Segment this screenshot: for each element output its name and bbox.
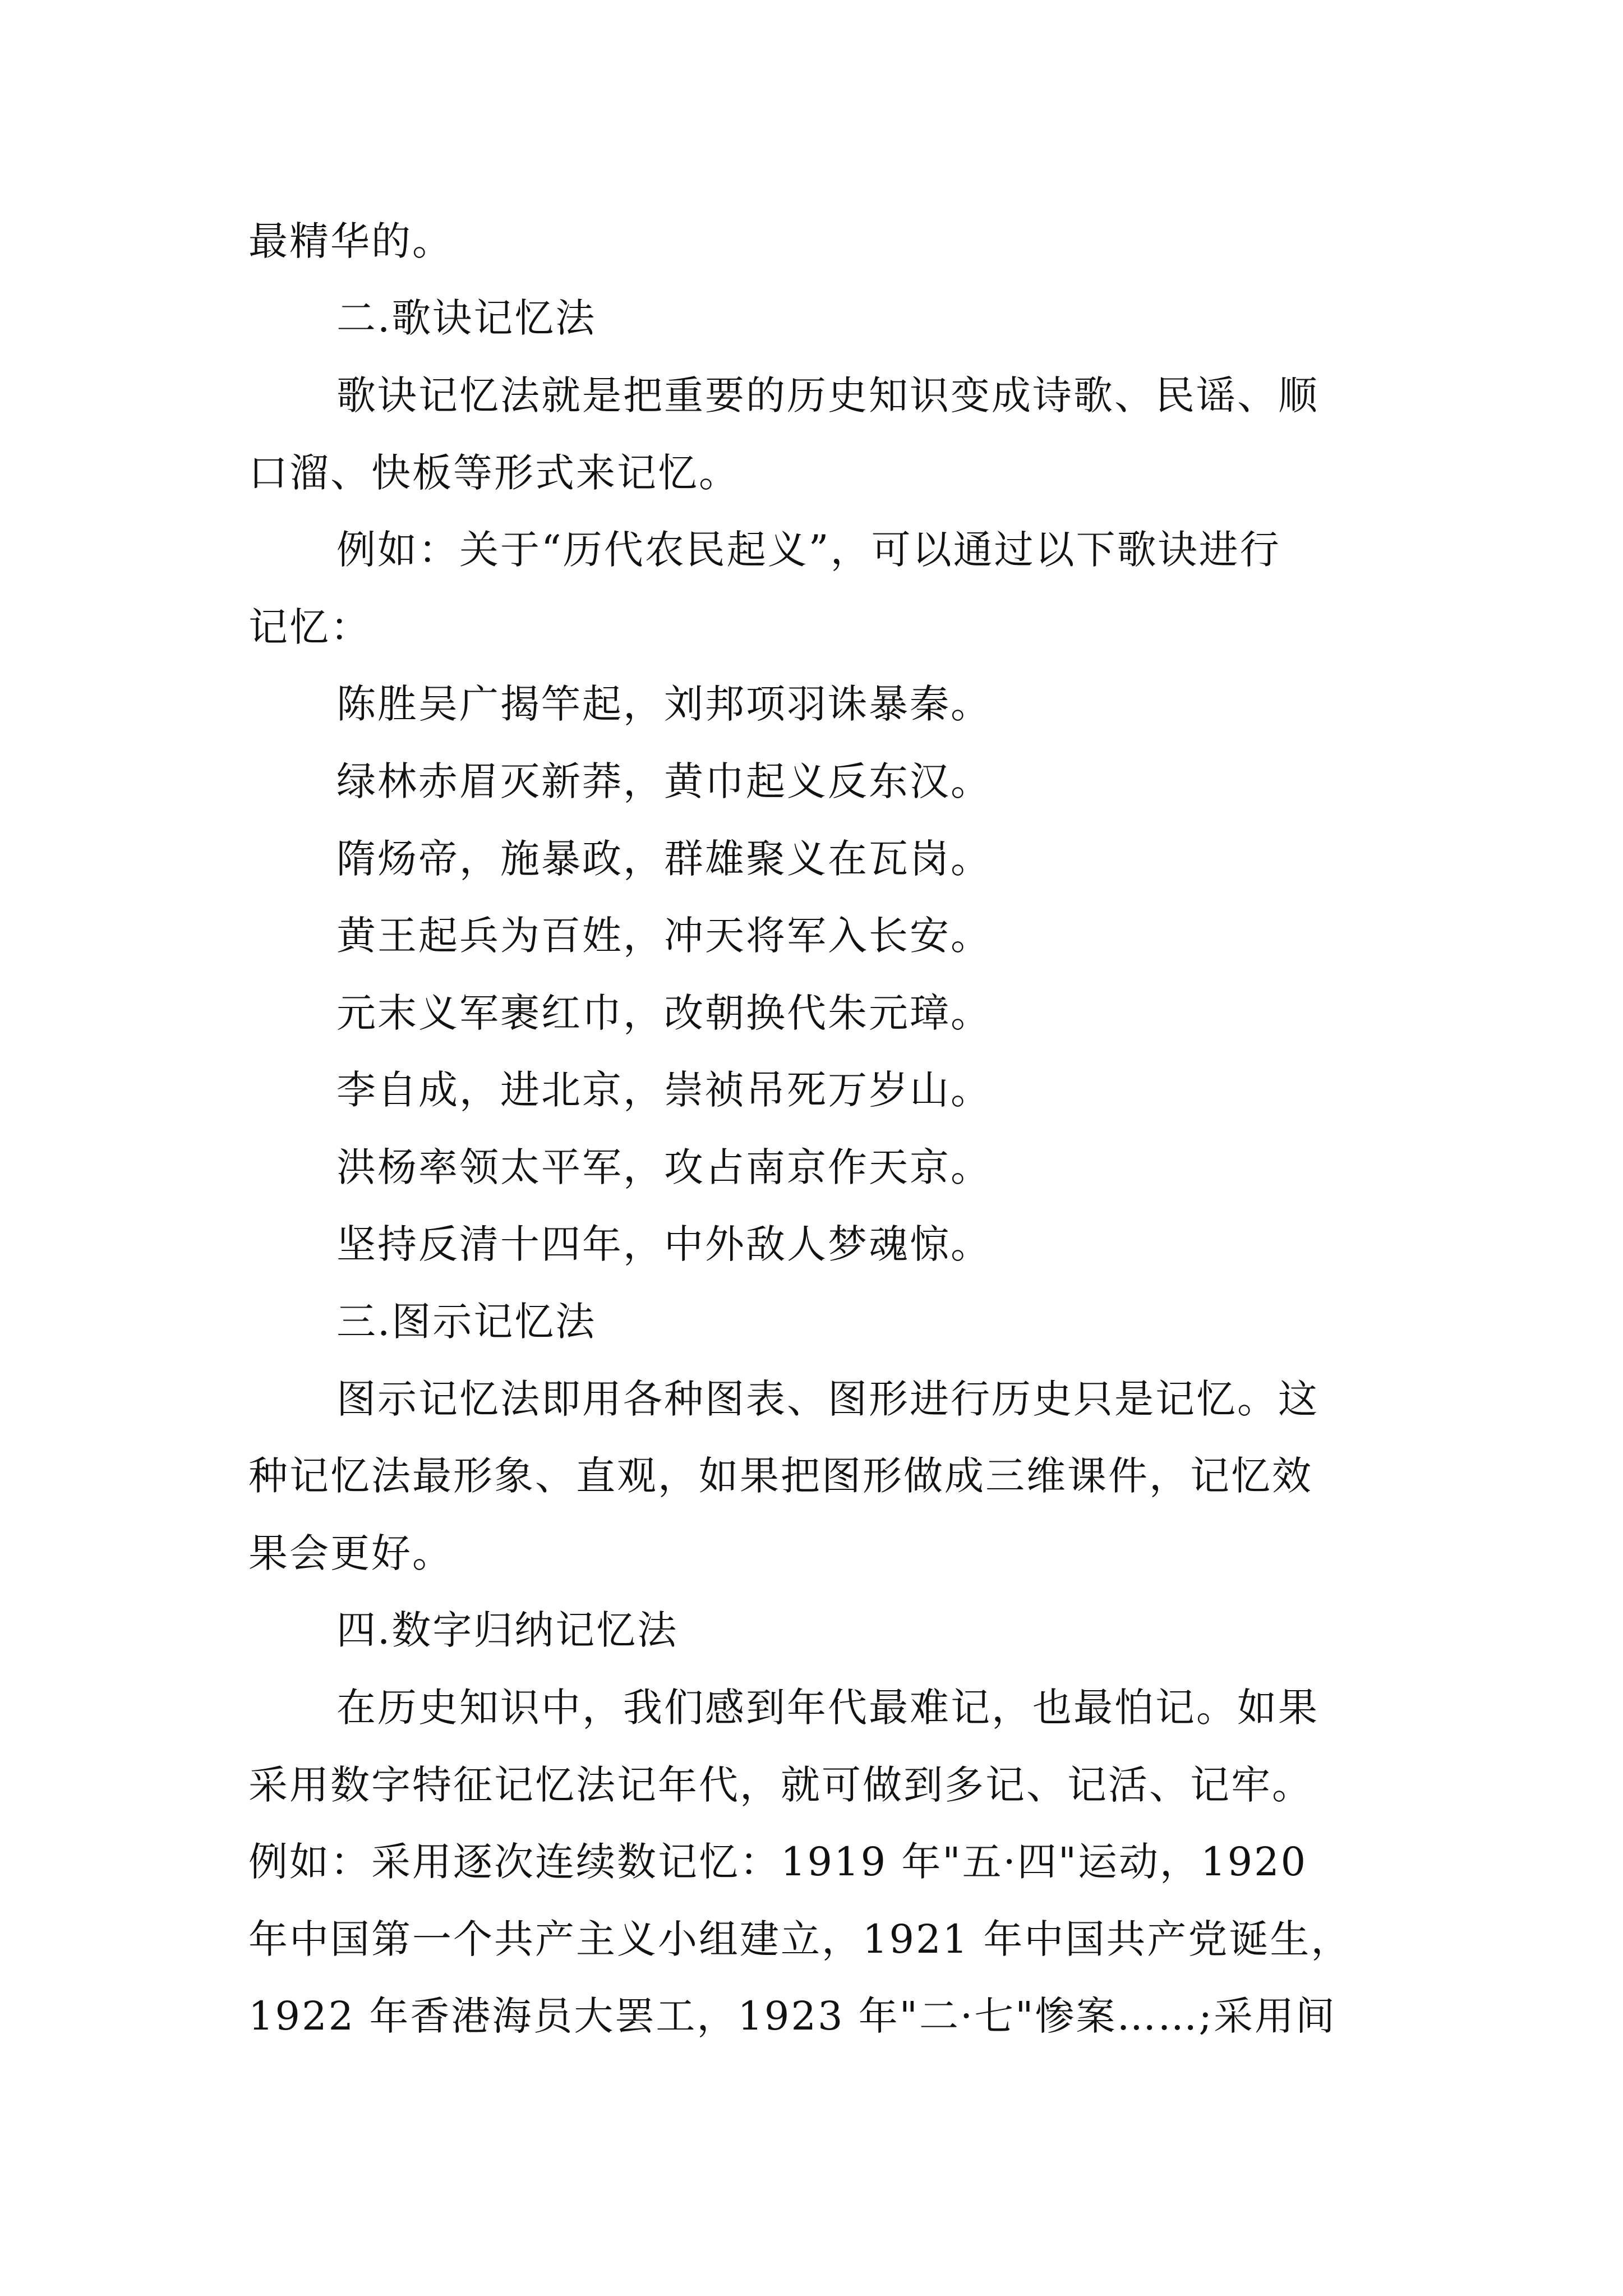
text-line-3: 歌诀记忆法就是把重要的历史知识变成诗歌、民谣、顺 [336,372,1319,418]
text-line-18: 果会更好。 [248,1530,453,1576]
section-heading-4: 四.数字归纳记忆法 [336,1607,679,1653]
text-line-6: 记忆： [248,604,371,650]
text-line-21: 采用数字特征记忆法记年代，就可做到多记、记活、记牢。 [248,1762,1313,1808]
text-line-23: 年中国第一个共产主义小组建立，1921 年中国共产党诞生， [248,1916,1352,1962]
text-line-22: 例如：采用逐次连续数记忆：1919 年"五·四"运动，1920 [248,1839,1308,1885]
text-line-16: 图示记忆法即用各种图表、图形进行历史只是记忆。这 [336,1376,1319,1422]
text-line-5: 例如：关于“历代农民起义”，可以通过以下歌诀进行 [336,527,1281,573]
verse-line-2: 绿林赤眉灭新莽，黄巾起义反东汉。 [336,758,992,804]
verse-line-1: 陈胜吴广揭竿起，刘邦项羽诛暴秦。 [336,681,992,727]
verse-line-5: 元末义军裹红巾，改朝换代朱元璋。 [336,990,992,1036]
verse-line-6: 李自成，进北京，崇祯吊死万岁山。 [336,1067,992,1113]
verse-line-3: 隋炀帝，施暴政，群雄聚义在瓦岗。 [336,836,992,882]
verse-line-8: 坚持反清十四年，中外敌人梦魂惊。 [336,1221,992,1267]
section-heading-2: 二.歌诀记忆法 [336,295,597,341]
text-line-1: 最精华的。 [248,218,453,264]
text-line-20: 在历史知识中，我们感到年代最难记，也最怕记。如果 [336,1685,1319,1731]
verse-line-4: 黄王起兵为百姓，冲天将军入长安。 [336,913,992,959]
section-heading-3: 三.图示记忆法 [336,1299,597,1345]
text-line-17: 种记忆法最形象、直观，如果把图形做成三维课件，记忆效 [248,1453,1313,1499]
text-line-4: 口溜、快板等形式来记忆。 [248,450,740,496]
verse-line-7: 洪杨率领太平军，攻占南京作天京。 [336,1144,992,1190]
text-line-24: 1922 年香港海员大罢工，1923 年"二·七"惨案……;采用间 [248,1993,1337,2039]
